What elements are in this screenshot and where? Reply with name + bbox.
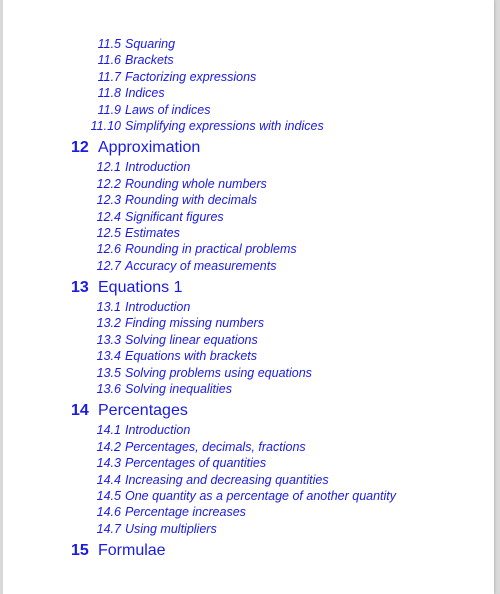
section-number: 14.2: [96, 439, 121, 454]
section-title: Percentages, decimals, fractions: [125, 439, 306, 454]
toc-section-link[interactable]: [3, 422, 494, 438]
section-number: 12.3: [96, 193, 121, 208]
toc-section-link[interactable]: [3, 315, 494, 331]
section-title: Brackets: [125, 53, 174, 68]
toc-section-link[interactable]: [3, 102, 494, 118]
section-title: Accuracy of measurements: [125, 258, 277, 273]
section-title: Equations with brackets: [125, 349, 258, 364]
toc-section-link[interactable]: [3, 209, 494, 225]
section-number: 14.7: [96, 521, 121, 536]
section-title: Percentages of quantities: [125, 456, 267, 471]
section-title: Introduction: [125, 160, 191, 175]
toc-section-link[interactable]: [3, 36, 494, 52]
toc-section-link[interactable]: [3, 455, 494, 471]
section-number: 14.3: [96, 456, 121, 471]
section-number: 12.1: [96, 160, 121, 175]
section-title: Significant figures: [125, 209, 224, 224]
toc-section-link[interactable]: [3, 69, 494, 85]
toc-section-link[interactable]: [3, 176, 494, 192]
toc-chapter-link[interactable]: [3, 539, 494, 562]
section-number: 12.7: [96, 258, 121, 273]
toc-section-link[interactable]: [3, 439, 494, 455]
section-number: 11.7: [97, 69, 121, 84]
toc-section-link[interactable]: [3, 85, 494, 101]
section-number: 14.5: [96, 488, 121, 503]
section-title: Estimates: [125, 225, 180, 240]
section-title: Introduction: [125, 423, 191, 438]
document-page: [3, 0, 494, 594]
toc-chapter-link[interactable]: [3, 399, 494, 422]
toc-section-link[interactable]: [3, 241, 494, 257]
toc-chapter-link[interactable]: [3, 276, 494, 299]
section-number: 11.6: [97, 53, 121, 68]
section-number: 13.1: [96, 300, 121, 315]
toc-section-link[interactable]: [3, 521, 494, 537]
section-number: 12.4: [96, 209, 121, 224]
toc-section-link[interactable]: [3, 299, 494, 315]
section-title: Solving inequalities: [125, 382, 233, 397]
section-title: Increasing and decreasing quantities: [125, 472, 329, 487]
section-title: Finding missing numbers: [125, 316, 264, 331]
toc-section-link[interactable]: [3, 332, 494, 348]
toc-section-link[interactable]: [3, 159, 494, 175]
section-number: 12.6: [96, 242, 121, 257]
section-title: Rounding with decimals: [125, 193, 258, 208]
section-title: Using multipliers: [125, 521, 217, 536]
section-number: 14.1: [96, 423, 121, 438]
section-number: 12.2: [96, 176, 121, 191]
section-number: 13.4: [96, 349, 121, 364]
toc-section-link[interactable]: [3, 381, 494, 397]
toc-section-link[interactable]: [3, 52, 494, 68]
toc-section-link[interactable]: [3, 488, 494, 504]
section-number: 13.5: [96, 365, 121, 380]
chapter-number: 14: [71, 402, 89, 420]
chapter-title: Equations 1: [98, 279, 183, 297]
section-number: 12.5: [96, 225, 121, 240]
section-title: Solving linear equations: [125, 332, 258, 347]
toc-section-link[interactable]: [3, 192, 494, 208]
section-number: 14.4: [96, 472, 121, 487]
toc-section-link[interactable]: [3, 348, 494, 364]
chapter-title: Percentages: [98, 402, 188, 420]
section-title: Solving problems using equations: [125, 365, 312, 380]
section-title: Percentage increases: [125, 505, 246, 520]
toc-section-link[interactable]: [3, 225, 494, 241]
chapter-number: 15: [71, 542, 89, 560]
section-title: Simplifying expressions with indices: [125, 118, 324, 133]
toc-chapter-link[interactable]: [3, 136, 494, 159]
chapter-number: 13: [71, 279, 89, 297]
section-title: Rounding whole numbers: [125, 176, 267, 191]
section-title: Laws of indices: [125, 102, 211, 117]
toc-section-link[interactable]: [3, 258, 494, 274]
chapter-title: Approximation: [98, 139, 201, 157]
section-title: Rounding in practical problems: [125, 242, 297, 257]
chapter-title: Formulae: [98, 542, 166, 560]
section-number: 14.6: [96, 505, 121, 520]
section-title: Factorizing expressions: [125, 69, 257, 84]
section-number: 11.8: [97, 86, 121, 101]
section-number: 13.2: [96, 316, 121, 331]
chapter-number: 12: [71, 139, 89, 157]
section-title: Squaring: [125, 37, 176, 51]
table-of-contents: [3, 36, 494, 562]
section-title: Indices: [125, 86, 165, 101]
section-number: 11.10: [90, 118, 121, 133]
section-number: 13.6: [96, 382, 121, 397]
toc-section-link[interactable]: [3, 504, 494, 520]
section-number: 11.9: [97, 102, 121, 117]
section-title: One quantity as a percentage of another quantity: [125, 488, 397, 503]
section-number: 11.5: [97, 37, 121, 51]
section-title: Introduction: [125, 300, 191, 315]
section-number: 13.3: [96, 332, 121, 347]
toc-section-link[interactable]: [3, 472, 494, 488]
toc-section-link[interactable]: [3, 118, 494, 134]
toc-section-link[interactable]: [3, 365, 494, 381]
